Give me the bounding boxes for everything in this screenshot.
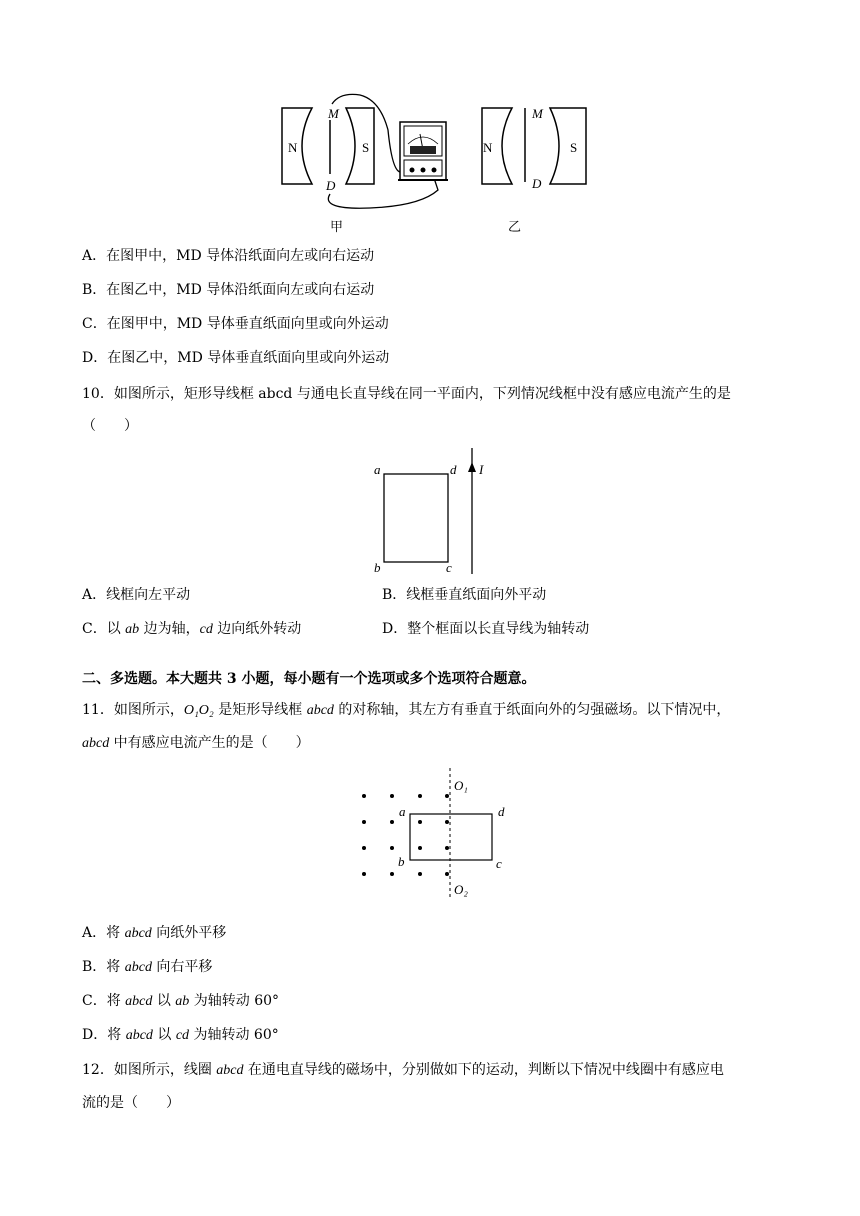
label-b: b [374,560,381,575]
q10-option-a: A．线框向左平动 [82,587,191,603]
label-o2: O₂ [454,882,468,897]
frame-abcd [410,814,492,860]
figure-magnets [270,90,600,235]
q10-option-b: B．线框垂直纸面向外平动 [382,587,547,603]
label-o1: O₁ [454,778,468,793]
q11-option-b: B．将 abcd 向右平移 [82,959,213,975]
frame-abcd [384,474,448,562]
label-current: I [479,462,484,477]
q12-stem: 12．如图所示，线圈 abcd 在通电直导线的磁场中，分别做如下的运动，判断以下情况中线圈中有感应电 [82,1062,724,1078]
pole-s-right: S [570,140,578,155]
label-d-left: D [326,178,336,193]
q11-option-c: C．将 abcd 以 ab 为轴转动 60° [82,993,280,1009]
label-d: d [450,462,457,477]
q11-option-d: D．将 abcd 以 cd 为轴转动 60° [82,1027,279,1043]
q9-option-b: B．在图乙中，MD 导体沿纸面向左或向右运动 [82,282,375,298]
q11-stem: 11．如图所示，O₁O₂ 是矩形导线框 abcd 的对称轴，其左方有垂直于纸面向外的匀强磁场。以下情况中， [82,702,731,718]
magnet-s-right [550,108,586,184]
q9-option-d: D．在图乙中，MD 导体垂直纸面向里或向外运动 [82,350,390,366]
figure-q11-field [352,766,522,906]
pole-n-left: N [288,140,298,155]
pole-n-right: N [483,140,493,155]
caption-jia: 甲 [330,219,344,234]
section-heading: 二、多选题。本大题共 3 小题，每小题有一个选项或多个选项符合题意。 [82,671,536,687]
q11-option-a: A．将 abcd 向纸外平移 [82,925,227,941]
label-c: c [446,560,452,575]
q11-stem-line2: abcd 中有感应电流产生的是（ ） [82,735,310,751]
q10-stem-bracket: （ ） [82,418,138,434]
galvanometer-icon [398,122,448,180]
current-arrow [468,462,476,472]
label-d: d [498,804,505,819]
q12-stem-line2: 流的是（ ） [82,1095,180,1111]
q9-option-c: C．在图甲中，MD 导体垂直纸面向里或向外运动 [82,316,389,332]
label-a: a [399,804,406,819]
q10-option-d: D．整个框面以长直导线为轴转动 [382,621,590,637]
figure-q10-frame [368,446,498,576]
label-m-left: M [328,106,339,121]
label-b: b [398,854,405,869]
caption-yi: 乙 [508,219,522,234]
magnet-s-left [346,108,374,184]
q9-option-a: A．在图甲中，MD 导体沿纸面向左或向右运动 [82,248,375,264]
q10-stem: 10．如图所示，矩形导线框 abcd 与通电长直导线在同一平面内，下列情况线框中没有感应电流产生的是 [82,386,731,402]
label-m-right: M [532,106,543,121]
pole-s-left: S [362,140,370,155]
q10-option-c: C．以 ab 边为轴，cd 边向纸外转动 [82,621,302,637]
label-c: c [496,856,502,871]
magnetic-field-dots [362,794,449,876]
label-d-right: D [532,176,542,191]
label-a: a [374,462,381,477]
